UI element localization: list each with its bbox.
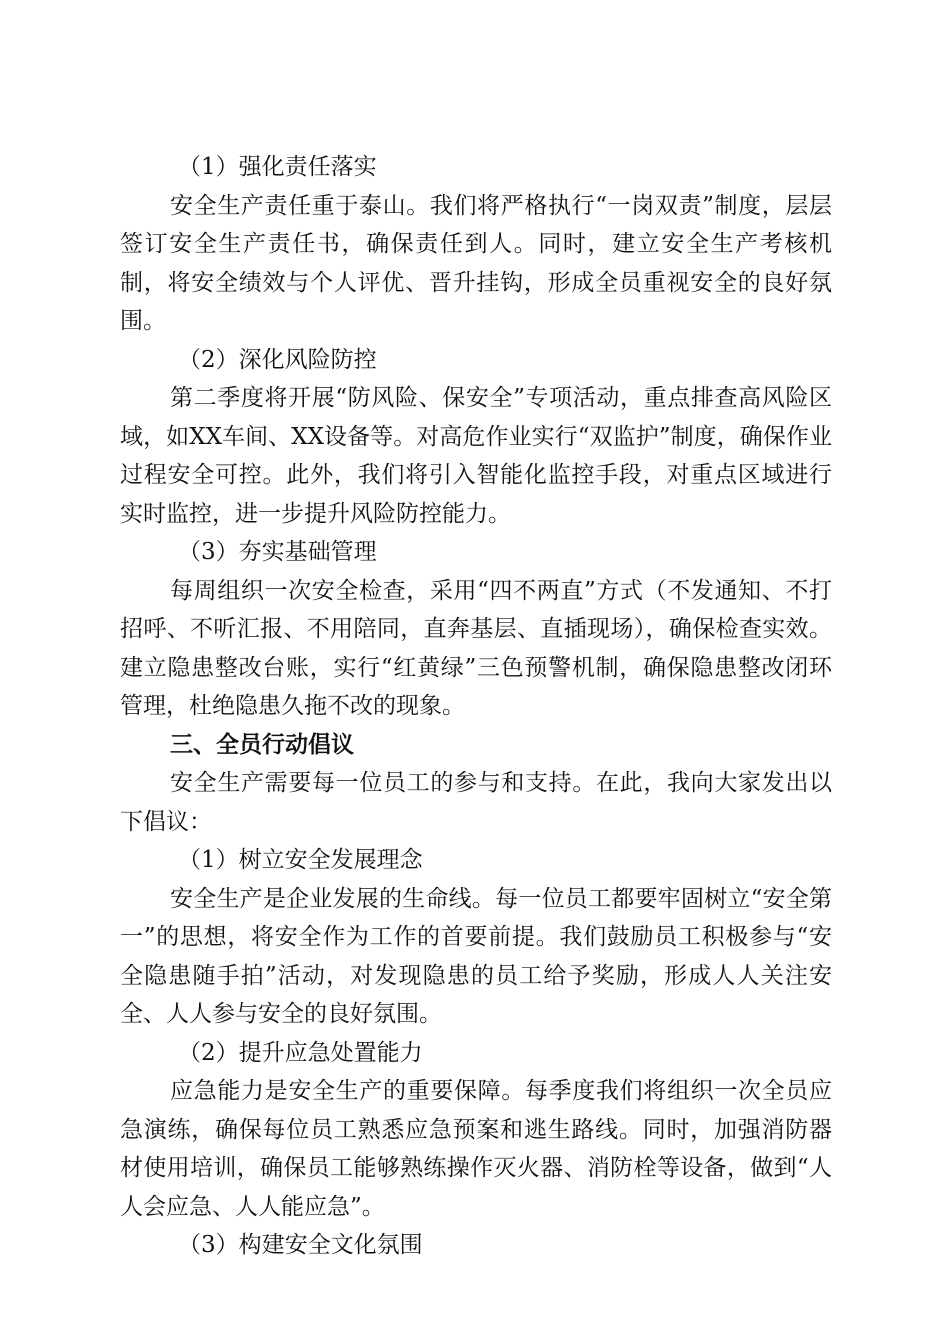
section-heading-action-initiative: 三、全员行动倡议 xyxy=(170,731,354,758)
paragraph-safety-concept: 安全生产是企业发展的生命线。每一位员工都要牢固树立“安全第一”的思想，将安全作为工作的首要前提。我们鼓励员工积极参与“安全隐患随手拍”活动，对发现隐患的员工给予奖励，形成人人关注安全、人人参与安全的良好氛围。 xyxy=(120,885,832,1027)
paragraph-responsibility: 安全生产责任重于泰山。我们将严格执行“一岗双责”制度，层层签订安全生产责任书，确保责任到人。同时，建立安全生产考核机制，将安全绩效与个人评优、晋升挂钩，形成全员重视安全的良好氛围。 xyxy=(120,192,832,334)
paragraph-basic-management: 每周组织一次安全检查，采用“四不两直”方式（不发通知、不打招呼、不听汇报、不用陪同，直奔基层、直插现场），确保检查实效。建立隐患整改台账，实行“红黄绿”三色预警机制，确保隐患整改闭环管理，杜绝隐患久拖不改的现象。 xyxy=(120,577,832,719)
subheading-safety-culture: （3）构建安全文化氛围 xyxy=(178,1232,423,1258)
paragraph-initiative-intro: 安全生产需要每一位员工的参与和支持。在此，我向大家发出以下倡议： xyxy=(120,770,832,835)
subheading-emergency-capability: （2）提升应急处置能力 xyxy=(178,1039,423,1066)
paragraph-emergency-capability: 应急能力是安全生产的重要保障。每季度我们将组织一次全员应急演练，确保每位员工熟悉应急预案和逃生路线。同时，加强消防器材使用培训，确保员工能够熟练操作灭火器、消防栓等设备，做到“人人会应急、人人能应急”。 xyxy=(120,1078,832,1220)
subheading-strengthen-responsibility: （1）强化责任落实 xyxy=(178,154,377,180)
subheading-safety-concept: （1）树立安全发展理念 xyxy=(178,847,423,873)
subheading-basic-management: （3）夯实基础管理 xyxy=(178,539,377,565)
paragraph-risk-control: 第二季度将开展“防风险、保安全”专项活动，重点排查高风险区域，如XX车间、XX设备等。对高危作业实行“双监护”制度，确保作业过程安全可控。此外，我们将引入智能化监控手段，对重点区域进行实时监控，进一步提升风险防控能力。 xyxy=(120,385,832,527)
document-body xyxy=(120,148,832,1265)
subheading-risk-control: （2）深化风险防控 xyxy=(178,346,377,373)
